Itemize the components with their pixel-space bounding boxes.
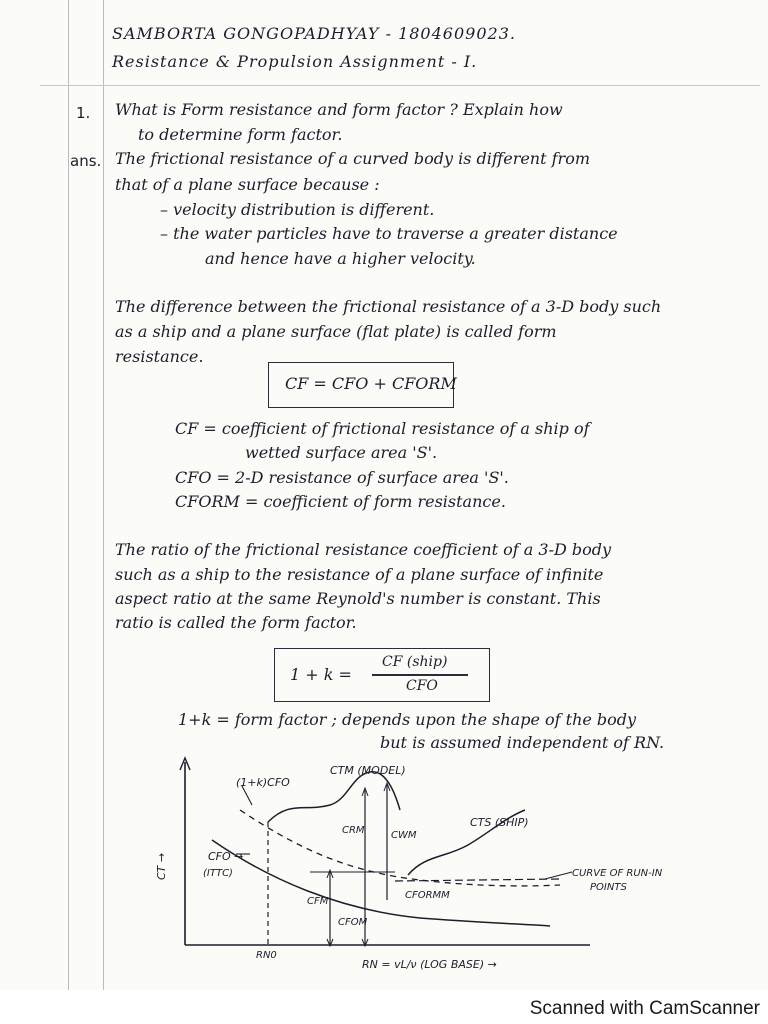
ratio-line: The ratio of the frictional resistance coefficient of a 3-D body bbox=[115, 540, 612, 559]
assignment-title: Resistance & Propulsion Assignment - I. bbox=[112, 52, 478, 71]
definition-line: wetted surface area 'S'. bbox=[245, 443, 438, 462]
label-rn0: RN0 bbox=[256, 950, 277, 961]
answer-line: The frictional resistance of a curved body is different from bbox=[115, 149, 590, 168]
label-cformm: CFORMM bbox=[405, 890, 450, 901]
answer-line: The difference between the frictional resistance of a 3-D body such bbox=[115, 297, 662, 316]
author-line: SAMBORTA GONGOPADHYAY - 1804609023. bbox=[112, 24, 516, 43]
equation-2-left: 1 + k = bbox=[290, 665, 352, 684]
cfo-ittc-curve bbox=[212, 840, 550, 926]
answer-line: resistance. bbox=[115, 347, 204, 366]
definition-line: CF = coefficient of frictional resistance of a ship of bbox=[175, 419, 590, 438]
run-in-leader bbox=[545, 872, 572, 879]
ratio-line: aspect ratio at the same Reynold's number is constant. This bbox=[115, 589, 601, 608]
answer-line: that of a plane surface because : bbox=[115, 175, 380, 194]
answer-line: – velocity distribution is different. bbox=[160, 200, 435, 219]
label-cfo: CFO → bbox=[208, 850, 244, 863]
question-number: 1. bbox=[76, 104, 91, 122]
equation-1: CF = CFO + CFORM bbox=[285, 374, 457, 393]
label-run-in-1: CURVE OF RUN-IN bbox=[572, 868, 663, 879]
y-axis-label: CT → bbox=[155, 852, 168, 880]
question-line-2: to determine form factor. bbox=[138, 125, 343, 144]
label-crm: CRM bbox=[342, 825, 365, 836]
definition-line: CFO = 2-D resistance of surface area 'S'. bbox=[175, 468, 509, 487]
label-form-factor-cfo: (1+k)CFO bbox=[236, 776, 290, 789]
question-line-1: What is Form resistance and form factor ? Explain how bbox=[115, 100, 563, 119]
ratio-line: ratio is called the form factor. bbox=[115, 613, 357, 632]
ratio-line: such as a ship to the resistance of a plane surface of infinite bbox=[115, 565, 604, 584]
camscanner-watermark: Scanned with CamScanner bbox=[529, 998, 760, 1019]
answer-line: and hence have a higher velocity. bbox=[205, 249, 476, 268]
run-in-curve bbox=[395, 879, 560, 881]
label-ctm-model: CTM (MODEL) bbox=[330, 764, 406, 777]
equation-2-denominator: CFO bbox=[406, 678, 438, 694]
answer-line: – the water particles have to traverse a greater distance bbox=[160, 224, 618, 243]
label-cfm: CFM bbox=[307, 896, 329, 907]
label-cts-ship: CTS (SHIP) bbox=[470, 816, 529, 829]
label-run-in-2: POINTS bbox=[590, 882, 627, 893]
label-cfom: CFOM bbox=[338, 917, 368, 928]
answer-label: ans. bbox=[70, 152, 102, 170]
formfactor-line-1: 1+k = form factor ; depends upon the shape of the body bbox=[178, 710, 637, 729]
x-axis-label: RN = vL/ν (LOG BASE) → bbox=[362, 958, 497, 971]
equation-2-numerator: CF (ship) bbox=[382, 654, 448, 670]
formfactor-line-2: but is assumed independent of RN. bbox=[380, 733, 665, 752]
label-ittc: (ITTC) bbox=[203, 868, 233, 879]
label-cwm: CWM bbox=[391, 830, 417, 841]
definition-line: CFORM = coefficient of form resistance. bbox=[175, 492, 506, 511]
answer-line: as a ship and a plane surface (flat plate) is called form bbox=[115, 322, 557, 341]
